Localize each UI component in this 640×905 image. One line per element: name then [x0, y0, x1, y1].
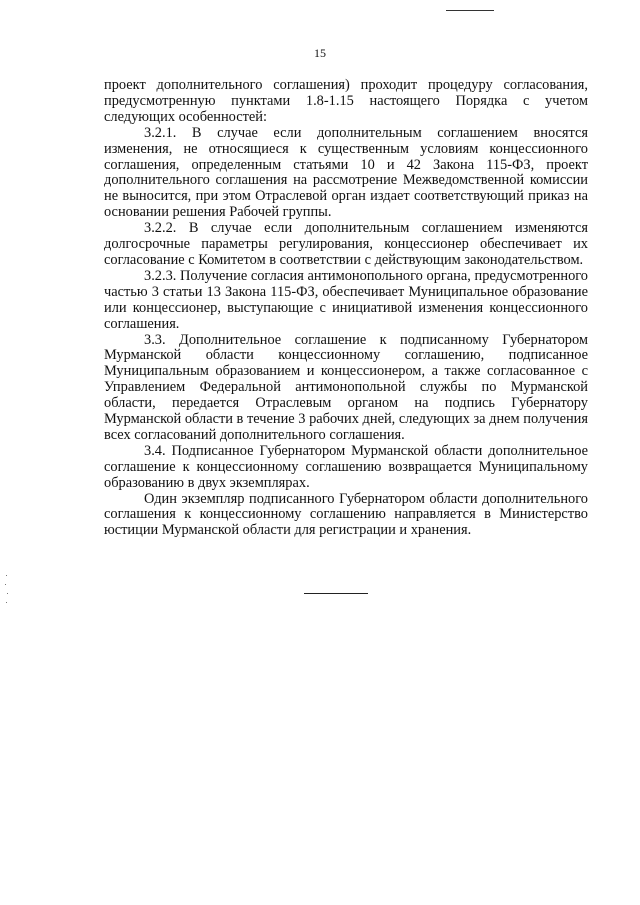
paragraph-3-2-1: 3.2.1. В случае если дополнительным соглашением вносятся изменения, не относящиеся к существенным условиям концессионного соглашения, определенным статьями 10 и 42 Закона 115-ФЗ, проект дополнительного соглашения на рассмотрение Межведомственной комиссии не выносится, при этом Отраслевой орган издает соответствующий приказ на основании решения Рабочей группы. — [104, 124, 588, 221]
paragraph-3-3: 3.3. Дополнительное соглашение к подписанному Губернатором Мурманской области концессионному соглашению, подписанное Муниципальным образованием и концессионером, а также согласованное с Управлением Федеральной антимонопольной службы по Мурманской области, передается Отраслевым органом на подпись Губернатору Мурманской области в течение 3 рабочих дней, следующих за днем получения всех согласований дополнительного соглашения. — [104, 331, 588, 443]
end-of-document-rule — [304, 593, 368, 594]
paragraph-final: Один экземпляр подписанного Губернатором области дополнительного соглашения к концессионному соглашению направляется в Министерство юстиции Мурманской области для регистрации и хранения. — [104, 490, 588, 539]
top-rule — [446, 10, 494, 11]
scan-margin-marks — [4, 575, 10, 605]
document-body — [104, 78, 588, 539]
paragraph-3-4: 3.4. Подписанное Губернатором Мурманской области дополнительное соглашение к концессионному соглашению возвращается Муниципальному образованию в двух экземплярах. — [104, 442, 588, 491]
page-number: 15 — [314, 46, 326, 60]
paragraph-3-2-2: 3.2.2. В случае если дополнительным соглашением изменяются долгосрочные параметры регулирования, концессионер обеспечивает их согласование с Комитетом в соответствии с действующим законодательством. — [104, 220, 588, 268]
paragraph-continuation: проект дополнительного соглашения) проходит процедуру согласования, предусмотренную пунктами 1.8-1.15 настоящего Порядка с учетом следующих особенностей: — [104, 77, 588, 125]
paragraph-3-2-3: 3.2.3. Получение согласия антимонопольного органа, предусмотренного частью 3 статьи 13 Закона 115-ФЗ, обеспечивает Муниципальное образование или концессионер, выступающие с инициативой изменения концессионного соглашения. — [104, 267, 588, 332]
